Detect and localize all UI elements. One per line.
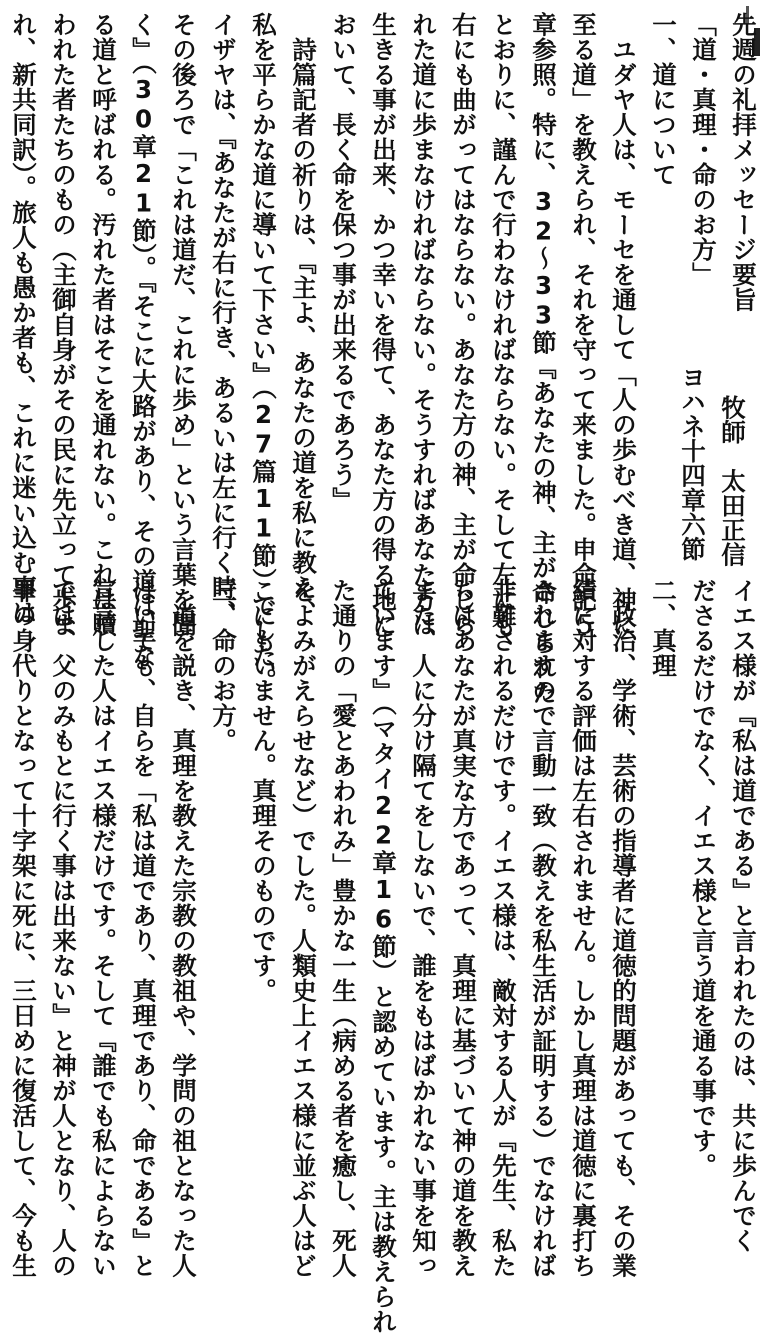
text-line: 政治、学術、芸術の指導者に道徳的問題があっても、その業 bbox=[609, 578, 638, 1278]
text-line: されますので言動一致（教えを私生活が証明する）でなければ bbox=[529, 578, 558, 1278]
text-line: 道を説き、真理を教えた宗教の教祖や、学問の祖となった人 bbox=[169, 578, 198, 1278]
text-line: く』（30章21節）。『そこに大路があり、その道は聖な bbox=[129, 12, 158, 669]
text-line: はいても、自らを「私は道であり、真理であり、命である』と bbox=[129, 578, 158, 1278]
text-line: をよみがえらせなど）でした。人類史上イエス様に並ぶ人はど bbox=[289, 578, 318, 1278]
text-line: 詩篇記者の祈りは、『主よ、あなたの道を私に教え、 bbox=[289, 12, 318, 625]
text-line: 罪の身代りとなって十字架に死に、三日めに復活して、今も生 bbox=[9, 578, 38, 1278]
text-line: 績に対する評価は左右されません。しかし真理は道徳に裏打ち bbox=[569, 578, 598, 1278]
text-line: おいて、長く命を保つ事が出来るであろう』 bbox=[329, 12, 358, 512]
text-line: 三、命のお方。 bbox=[209, 578, 238, 753]
text-line: では、父のみもとに行く事は出来ない』と神が人となり、人の bbox=[49, 578, 78, 1278]
scripture-block bbox=[672, 365, 712, 561]
text-line: ユダヤ人は、モーセを通して「人の歩むべき道、神に bbox=[609, 12, 638, 637]
text-line: イエス様が『私は道である』と言われたのは、共に歩んでく bbox=[729, 578, 758, 1253]
text-line: 非難されるだけです。イエス様は、敵対する人が『先生、私た bbox=[489, 578, 518, 1278]
document-title: 先週の礼拝メッセージ要旨 bbox=[729, 12, 758, 312]
text-line: た通りの「愛とあわれみ」豊かな一生（病める者を癒し、死人 bbox=[329, 578, 358, 1278]
text-line: れ、新共同訳）。旅人も愚か者も、これに迷い込む事は bbox=[9, 12, 38, 625]
text-line bbox=[0, 12, 3, 552]
text-line: る道と呼ばれる。汚れた者はそこを通れない。これは贖 bbox=[89, 12, 118, 637]
text-line bbox=[0, 578, 3, 1138]
text-line: われた者たちのもの（主御自身がその民に先立って歩ま bbox=[49, 12, 78, 637]
text-line: 私を平らかな道に導いて下さい』（27篇11節）でした。 bbox=[249, 12, 278, 693]
text-line: 一、道について bbox=[649, 12, 678, 187]
text-line: こにもいません。真理そのものです。 bbox=[249, 578, 278, 1003]
text-line: ています』（マタイ22章16節）と認めています。主は教えられ bbox=[369, 578, 398, 1334]
text-line: その後ろで「これは道だ、これに歩め」という言葉を聞 bbox=[169, 12, 198, 637]
text-line: ちはあなたが真実な方であって、真理に基づいて神の道を教え bbox=[449, 578, 478, 1278]
text-line: 右にも曲がってはならない。あなた方の神、主が命じら bbox=[449, 12, 478, 637]
text-line: 二、真理 bbox=[649, 578, 678, 678]
text-line: れた道に歩まなければならない。そうすればあなた方は bbox=[409, 12, 438, 637]
text-line: 章参照。特に、32～33節『あなたの神、主が命じられた bbox=[529, 12, 558, 705]
scripture-reference: ヨハネ十四章六節 bbox=[678, 365, 707, 561]
text-line: 生きる事が出来、かつ幸いを得て、あなた方の得る地に bbox=[369, 12, 398, 637]
sermon-title: 「道・真理・命のお方」 bbox=[689, 12, 718, 287]
text-line: ださるだけでなく、イエス様と言う道を通る事です。 bbox=[689, 578, 718, 1178]
text-line: 至る道」を教えられ、それを守って来ました。申命記５ bbox=[569, 12, 598, 637]
text-line: また、人に分け隔てをしないで、誰をもはばかれない事を知っ bbox=[409, 578, 438, 1278]
text-line: 宣言した人はイエス様だけです。そして『誰でも私によらない bbox=[89, 578, 118, 1278]
pastor-name: 牧師 太田正信 bbox=[718, 395, 747, 567]
text-line: イザヤは、『あなたが右に行き、あるいは左に行く時、 bbox=[209, 12, 238, 625]
bottom-section bbox=[9, 578, 763, 1334]
pastor-block bbox=[712, 395, 752, 567]
text-line: とおりに、謹んで行わなければならない。そして左にも bbox=[489, 12, 518, 637]
